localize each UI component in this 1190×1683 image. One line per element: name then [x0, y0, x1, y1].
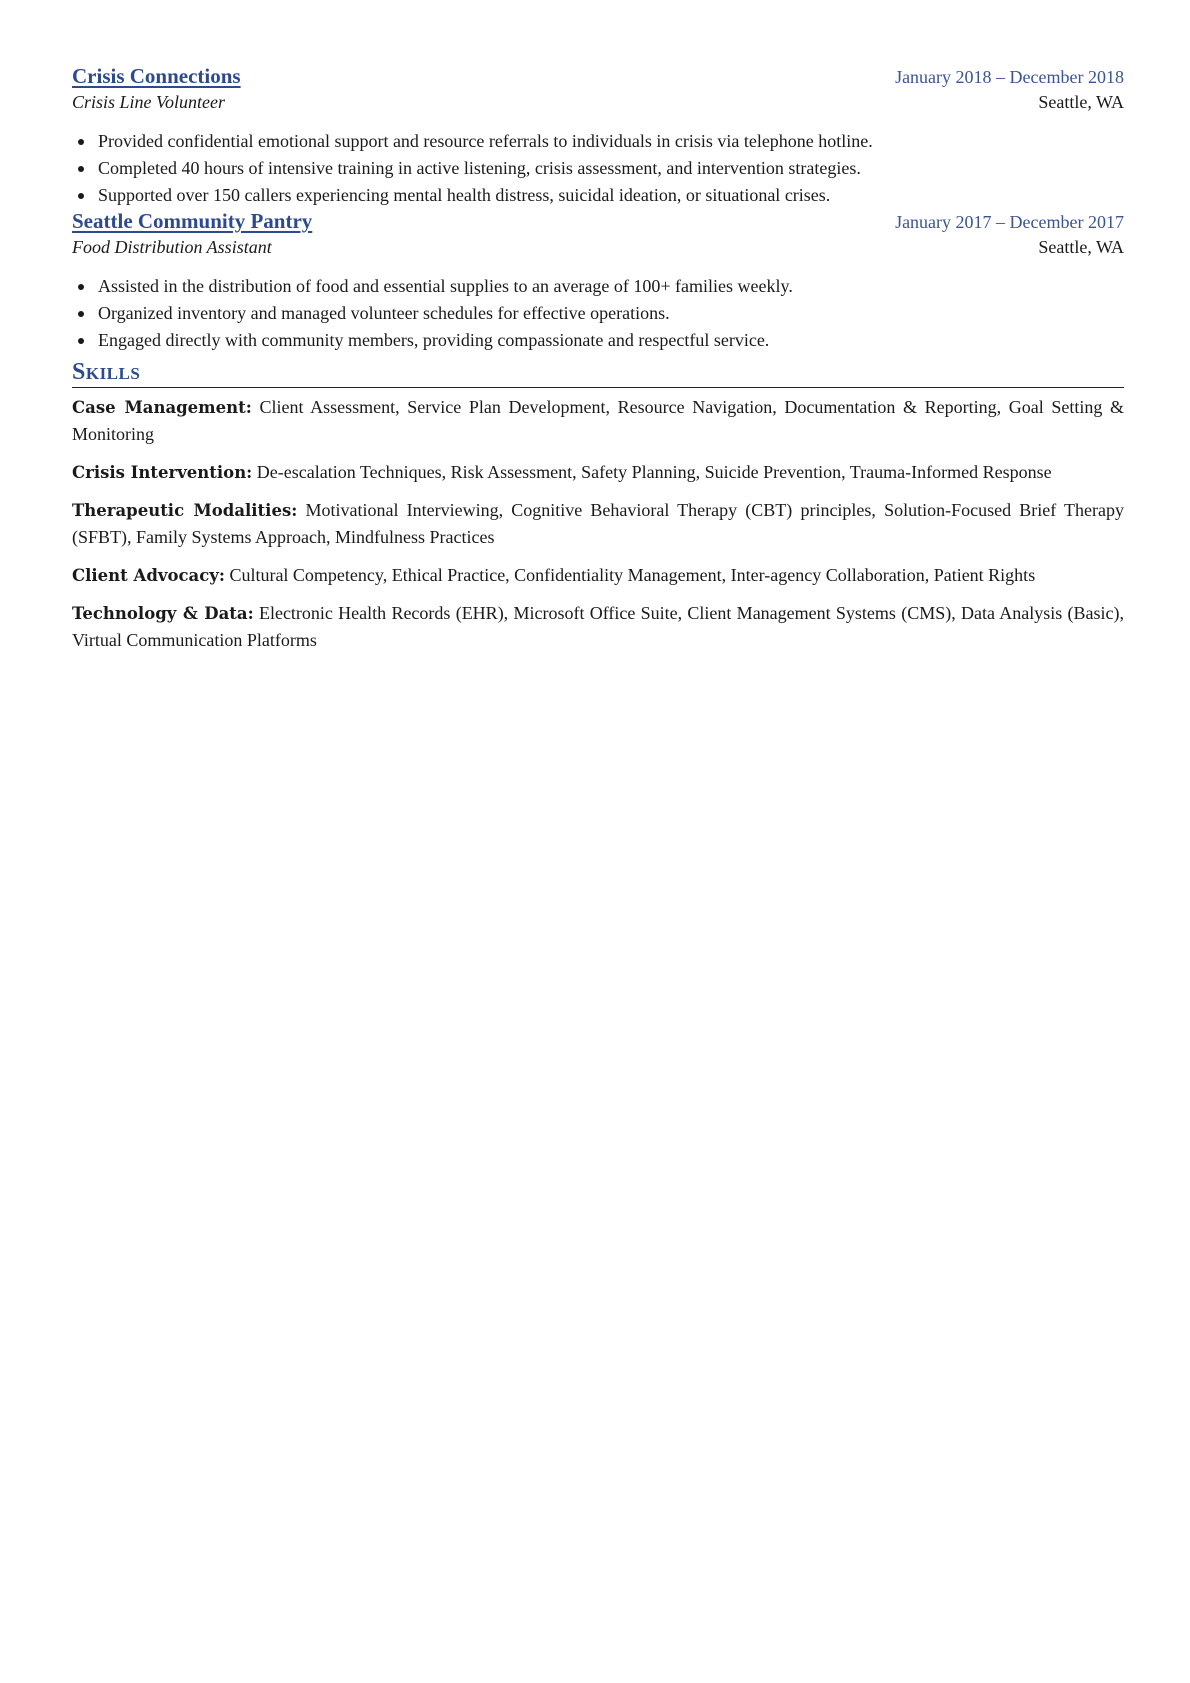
- skill-category: Case Management:: [72, 398, 252, 417]
- bullet-dot-icon: [78, 139, 84, 145]
- entry-bullet-list: [72, 128, 1124, 209]
- bullet-text: Organized inventory and managed volunteer schedules for effective operations.: [98, 303, 670, 323]
- experience-entry: [72, 209, 1124, 354]
- bullet-item: [72, 155, 1124, 182]
- entry-bullet-list: [72, 273, 1124, 354]
- skill-category: Technology & Data:: [72, 604, 254, 623]
- skills-section: [72, 358, 1124, 654]
- entry-role: Crisis Line Volunteer: [72, 92, 226, 112]
- bullet-item: [72, 273, 1124, 300]
- resume-page: [72, 64, 1124, 665]
- skill-list: Motivational Interviewing, Cognitive Behavioral Therapy (CBT) principles, Solution-Focused Brief Therapy (SFBT), Family Systems Approach, Mindfulness Practices: [72, 500, 1125, 547]
- bullet-dot-icon: [78, 284, 84, 290]
- experience-entry: [72, 64, 1124, 209]
- skill-list: Electronic Health Records (EHR), Microsoft Office Suite, Client Management Systems (CMS), Data Analysis (Basic), Virtual Communication Platforms: [72, 603, 1124, 650]
- bullet-text: Assisted in the distribution of food and essential supplies to an average of 100+ families weekly.: [98, 276, 793, 296]
- skill-list: De-escalation Techniques, Risk Assessment, Safety Planning, Suicide Prevention, Trauma-Informed Response: [256, 462, 1052, 482]
- skill-list: Client Assessment, Service Plan Development, Resource Navigation, Documentation & Reporting, Goal Setting & Monitoring: [72, 397, 1125, 444]
- skill-category: Crisis Intervention:: [72, 463, 253, 482]
- section-heading: Skills: [72, 359, 141, 385]
- skill-list: Cultural Competency, Ethical Practice, Confidentiality Management, Inter-agency Collaboration, Patient Rights: [229, 565, 1036, 585]
- entry-header: [72, 64, 1124, 92]
- section-divider: [72, 387, 1124, 388]
- entry-location: Seattle, WA: [1038, 92, 1124, 112]
- bullet-dot-icon: [78, 338, 84, 344]
- bullet-item: [72, 128, 1124, 155]
- skill-row: [72, 562, 1124, 589]
- organization-link[interactable]: Seattle Community Pantry: [72, 209, 313, 233]
- skill-category: Client Advocacy:: [72, 566, 225, 585]
- bullet-item: [72, 300, 1124, 327]
- entry-dates: January 2018 – December 2018: [895, 67, 1124, 87]
- skill-category: Therapeutic Modalities:: [72, 501, 298, 520]
- skill-row: [72, 459, 1124, 486]
- entry-subheader: [72, 92, 1124, 120]
- entry-dates: January 2017 – December 2017: [895, 212, 1124, 232]
- skill-row: [72, 497, 1124, 551]
- organization-link[interactable]: Crisis Connections: [72, 64, 241, 88]
- bullet-text: Engaged directly with community members, providing compassionate and respectful service.: [98, 330, 770, 350]
- bullet-text: Supported over 150 callers experiencing mental health distress, suicidal ideation, or situational crises.: [98, 185, 831, 205]
- bullet-text: Completed 40 hours of intensive training in active listening, crisis assessment, and intervention strategies.: [98, 158, 861, 178]
- bullet-dot-icon: [78, 193, 84, 199]
- entry-location: Seattle, WA: [1038, 237, 1124, 257]
- skill-row: [72, 600, 1124, 654]
- bullet-dot-icon: [78, 311, 84, 317]
- bullet-item: [72, 327, 1124, 354]
- bullet-dot-icon: [78, 166, 84, 172]
- bullet-item: [72, 182, 1124, 209]
- entry-subheader: [72, 237, 1124, 265]
- skill-row: [72, 394, 1124, 448]
- bullet-text: Provided confidential emotional support and resource referrals to individuals in crisis via telephone hotline.: [98, 131, 873, 151]
- entry-role: Food Distribution Assistant: [72, 237, 272, 257]
- entry-header: [72, 209, 1124, 237]
